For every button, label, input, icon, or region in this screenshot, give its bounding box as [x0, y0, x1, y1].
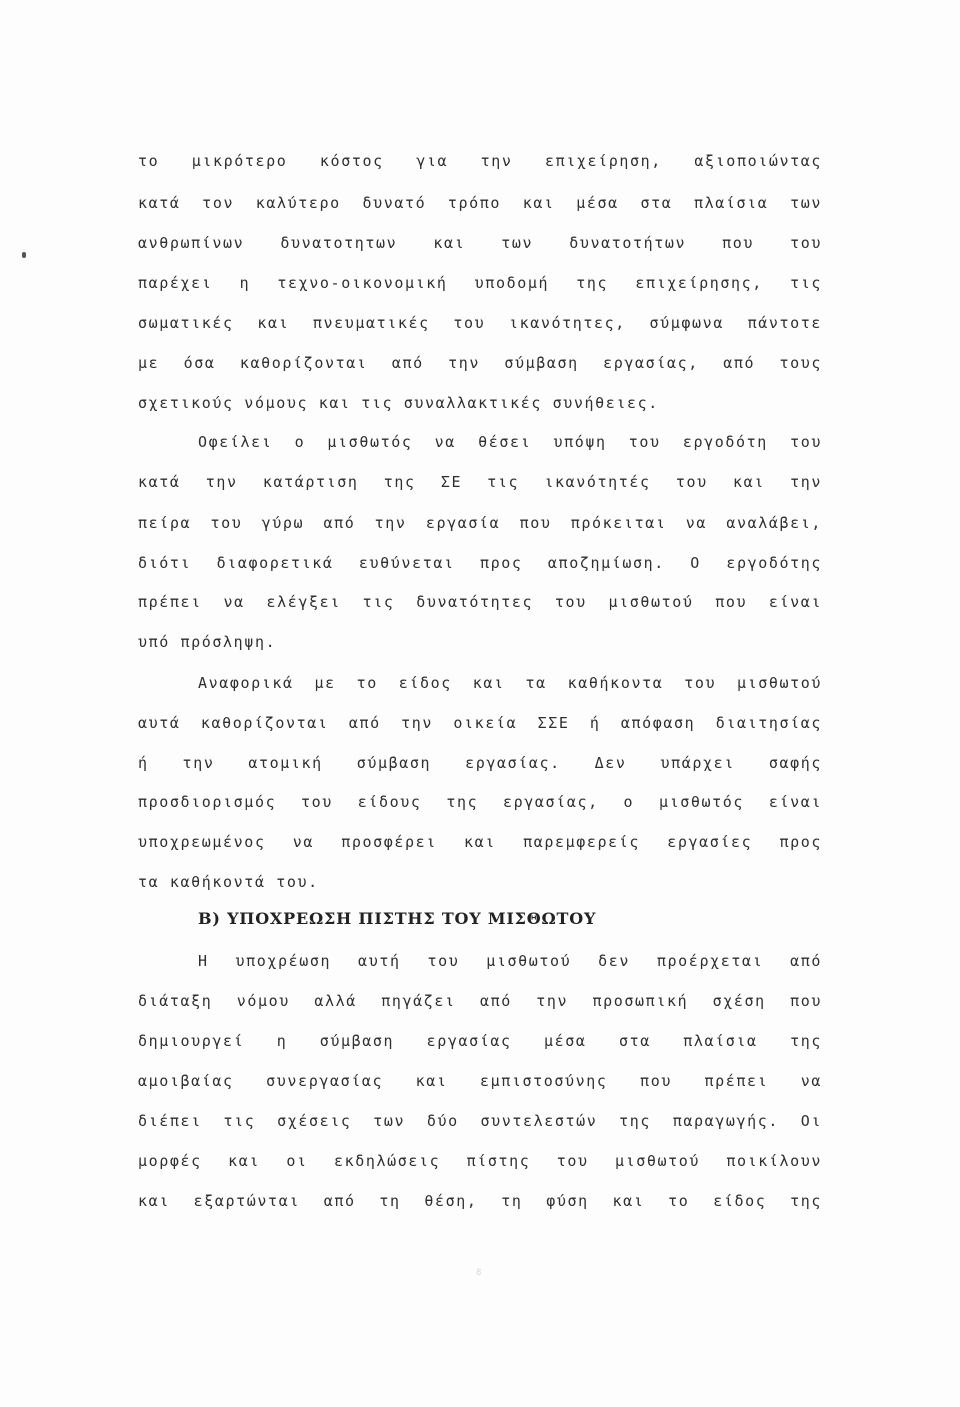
- text-line: παρέχει η τεχνο-οικονομική υποδομή της επιχείρησης, τις: [138, 274, 822, 292]
- text-line: πείρα του γύρω από την εργασία που πρόκειται να αναλάβει,: [138, 514, 822, 532]
- text-line: Οφείλει ο μισθωτός να θέσει υπόψη του εργοδότη του: [198, 433, 822, 451]
- text-line: μορφές και οι εκδηλώσεις πίστης του μισθωτού ποικίλουν: [138, 1152, 822, 1170]
- text-line: υπό πρόσληψη.: [138, 633, 277, 651]
- text-line: προσδιορισμός του είδους της εργασίας, ο μισθωτός είναι: [138, 793, 822, 811]
- text-line: αμοιβαίας συνεργασίας και εμπιστοσύνης που πρέπει να: [138, 1072, 822, 1090]
- text-line: τα καθήκοντά του.: [138, 873, 319, 891]
- text-line: διέπει τις σχέσεις των δύο συντελεστών της παραγωγής. Οι: [138, 1112, 822, 1130]
- text-line: κατά την κατάρτιση της ΣΕ τις ικανότητές του και την: [138, 473, 822, 491]
- text-line: δημιουργεί η σύμβαση εργασίας μέσα στα πλαίσια της: [138, 1032, 822, 1050]
- text-line: αυτά καθορίζονται από την οικεία ΣΣΕ ή απόφαση διαιτησίας: [138, 714, 822, 732]
- text-line: διότι διαφορετικά ευθύνεται προς αποζημίωση. Ο εργοδότης: [138, 554, 822, 572]
- margin-mark: [22, 252, 26, 258]
- text-line: το μικρότερο κόστος για την επιχείρηση, αξιοποιώντας: [138, 152, 822, 170]
- text-line: πρέπει να ελέγξει τις δυνατότητες του μισθωτού που είναι: [138, 593, 822, 611]
- text-line: ή την ατομική σύμβαση εργασίας. Δεν υπάρχει σαφής: [138, 754, 822, 772]
- page-number: 8: [476, 1268, 483, 1278]
- text-line: διάταξη νόμου αλλά πηγάζει από την προσωπική σχέση που: [138, 992, 822, 1010]
- text-line: σχετικούς νόμους και τις συναλλακτικές συνήθειες.: [138, 394, 659, 412]
- text-line: υποχρεωμένος να προσφέρει και παρεμφερείς εργασίες προς: [138, 833, 822, 851]
- text-line: Η υποχρέωση αυτή του μισθωτού δεν προέρχεται από: [198, 952, 822, 970]
- section-heading: Β) ΥΠΟΧΡΕΩΣΗ ΠΙΣΤΗΣ ΤΟΥ ΜΙΣΘΩΤΟΥ: [198, 909, 597, 928]
- text-line: σωματικές και πνευματικές του ικανότητες, σύμφωνα πάντοτε: [138, 314, 822, 332]
- text-line: ανθρωπίνων δυνατοτητων και των δυνατοτήτων που του: [138, 234, 822, 252]
- text-line: και εξαρτώνται από τη θέση, τη φύση και το είδος της: [138, 1192, 822, 1210]
- text-line: Αναφορικά με το είδος και τα καθήκοντα του μισθωτού: [198, 674, 822, 692]
- text-line: με όσα καθορίζονται από την σύμβαση εργασίας, από τους: [138, 354, 822, 372]
- text-line: κατά τον καλύτερο δυνατό τρόπο και μέσα στα πλαίσια των: [138, 194, 822, 212]
